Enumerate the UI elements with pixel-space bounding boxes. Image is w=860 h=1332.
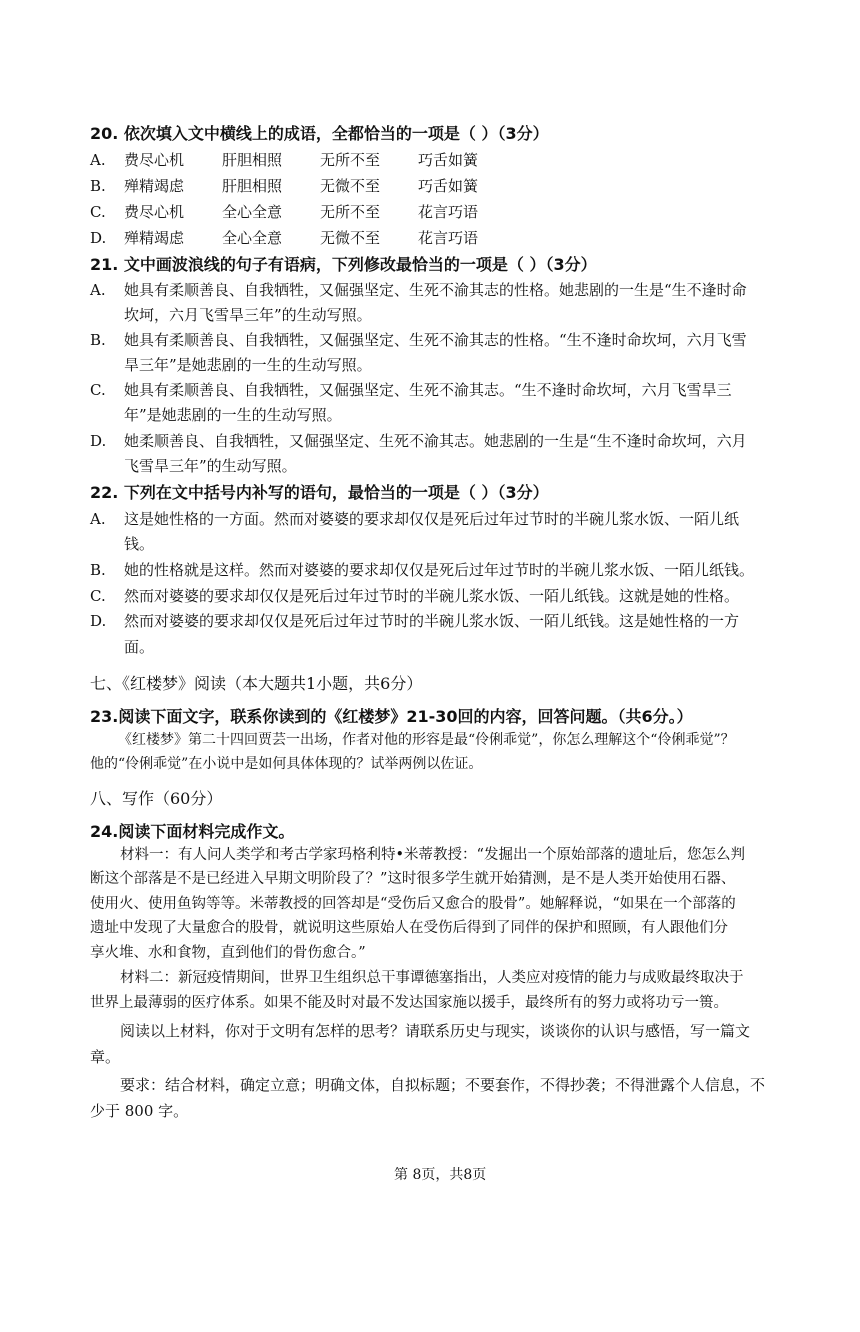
- q23-body-line-1: 《红楼梦》第二十四回贾芸一出场，作者对他的形容是最“伶俐乖觉”，你怎么理解这个“伶俐乖觉”？: [118, 732, 735, 748]
- q22-stem: 22. 下列在文中括号内补写的语句，最恰当的一项是（ ）（3分）: [90, 483, 549, 502]
- q22-option-a: A. 这是她性格的一方面。然而对婆婆的要求却仅仅是死后过年过节时的半碗儿浆水饭、一陌儿纸: [90, 510, 740, 528]
- q21-option-a-cont: 坎坷，六月飞雪旱三年”的生动写照。: [124, 306, 372, 324]
- q22-option-d: D. 然而对婆婆的要求却仅仅是死后过年过节时的半碗儿浆水饭、一陌儿纸钱。这是她性格的一方: [90, 612, 740, 630]
- q20-option-b: B. 殚精竭虑 肝胆相照 无微不至 巧舌如簧: [90, 177, 479, 195]
- q24-material1-line-5: 享火堆、水和食物，直到他们的骨伤愈合。”: [90, 945, 366, 961]
- q20-option-d: D. 殚精竭虑 全心全意 无微不至 花言巧语: [90, 229, 479, 247]
- section-7-heading: 七、《红楼梦》阅读（本大题共1小题，共6分）: [90, 674, 423, 693]
- q24-material1-line-4: 遗址中发现了大量愈合的股骨，就说明这些原始人在受伤后得到了同伴的保护和照顾，有人跟他们分: [90, 920, 728, 936]
- q24-requirements-line-2: 少于 800 字。: [90, 1102, 189, 1120]
- page-number-footer: 第 8页，共8页: [394, 1167, 487, 1183]
- section-8-heading: 八、写作（60分）: [90, 789, 223, 808]
- q20-stem: 20. 依次填入文中横线上的成语，全都恰当的一项是（ ）（3分）: [90, 124, 549, 143]
- q21-option-c: C. 她具有柔顺善良、自我牺牲，又倔强坚定、生死不渝其志。“生不逢时命坎坷，六月飞雪旱三: [90, 381, 732, 399]
- q24-material2-line-1: 材料二：新冠疫情期间，世界卫生组织总干事谭德塞指出，人类应对疫情的能力与成败最终取决于: [120, 970, 744, 986]
- q21-option-b: B. 她具有柔顺善良、自我牺牲，又倔强坚定、生死不渝其志的性格。“生不逢时命坎坷，六月飞雪: [90, 331, 747, 349]
- q21-option-c-cont: 年”是她悲剧的一生的生动写照。: [124, 406, 342, 424]
- q24-prompt-line-2: 章。: [90, 1048, 121, 1066]
- q24-prompt-line-1: 阅读以上材料，你对于文明有怎样的思考？请联系历史与现实，谈谈你的认识与感悟，写一篇文: [120, 1022, 751, 1040]
- q22-option-b: B. 她的性格就是这样。然而对婆婆的要求却仅仅是死后过年过节时的半碗儿浆水饭、一陌儿纸钱。: [90, 561, 755, 579]
- q21-option-d-cont: 飞雪旱三年”的生动写照。: [124, 457, 297, 475]
- q22-option-a-cont: 钱。: [124, 535, 155, 553]
- q23-stem: 23.阅读下面文字，联系你读到的《红楼梦》21-30回的内容，回答问题。（共6分。）: [90, 707, 693, 726]
- q22-option-c: C. 然而对婆婆的要求却仅仅是死后过年过节时的半碗儿浆水饭、一陌儿纸钱。这就是她的性格。: [90, 587, 740, 605]
- q24-stem: 24.阅读下面材料完成作文。: [90, 822, 295, 841]
- q21-option-d: D. 她柔顺善良、自我牺牲，又倔强坚定、生死不渝其志。她悲剧的一生是“生不逢时命坎坷，六月: [90, 432, 747, 450]
- q23-body-line-2: 他的“伶俐乖觉”在小说中是如何具体体现的？试举两例以佐证。: [90, 756, 483, 772]
- q21-option-b-cont: 旱三年”是她悲剧的一生的生动写照。: [124, 356, 372, 374]
- q24-material2-line-2: 世界上最薄弱的医疗体系。如果不能及时对最不发达国家施以援手，最终所有的努力或将功亏一篑。: [90, 995, 728, 1011]
- q21-stem: 21. 文中画波浪线的句子有语病，下列修改最恰当的一项是（ ）（3分）: [90, 255, 597, 274]
- q20-option-a: A. 费尽心机 肝胆相照 无所不至 巧舌如簧: [90, 151, 479, 169]
- q21-option-a: A. 她具有柔顺善良、自我牺牲，又倔强坚定、生死不渝其志的性格。她悲剧的一生是“生不逢时命: [90, 281, 747, 299]
- q24-material1-line-2: 断这个部落是不是已经进入早期文明阶段了？”这时很多学生就开始猜测，是不是人类开始使用石器、: [90, 871, 736, 887]
- q20-option-c: C. 费尽心机 全心全意 无所不至 花言巧语: [90, 203, 479, 221]
- q22-option-d-cont: 面。: [124, 638, 155, 656]
- q24-requirements-line-1: 要求：结合材料，确定立意；明确文体，自拟标题；不要套作，不得抄袭；不得泄露个人信息，不: [120, 1076, 766, 1094]
- q24-material1-line-3: 使用火、使用鱼钩等等。米蒂教授的回答却是“受伤后又愈合的股骨”。她解释说，“如果在一个部落的: [90, 896, 736, 912]
- q24-material1-line-1: 材料一：有人问人类学和考古学家玛格利特•米蒂教授：“发掘出一个原始部落的遗址后，您怎么判: [120, 847, 745, 863]
